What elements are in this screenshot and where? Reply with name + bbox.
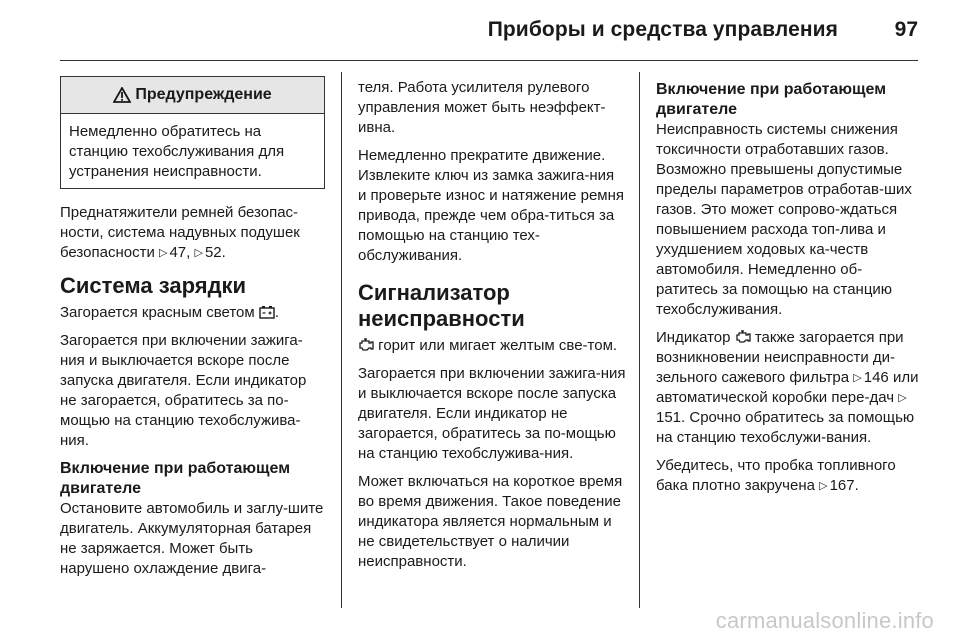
- engine-icon: [358, 338, 374, 352]
- column-divider-2: [639, 72, 640, 608]
- paragraph: Остановите автомобиль и заглу-шите двигатель. Аккумуляторная батарея не заряжается. Может быть нарушено охлаждение двига-: [60, 500, 324, 577]
- page-reference[interactable]: 167.: [829, 477, 859, 494]
- paragraph: горит или мигает желтым све-том.: [358, 336, 626, 356]
- watermark: carmanualsonline.info: [715, 608, 934, 633]
- subsection-heading: Включение при работающем двигателе: [656, 81, 887, 118]
- column-1: [60, 76, 325, 587]
- reference-arrow-icon: ▷: [853, 372, 862, 384]
- paragraph: Может включаться на короткое время во время движения. Такое поведение индикатора является нормальным и не свидетельствует о наличии неисправности.: [358, 473, 623, 570]
- paragraph: Загорается при включении зажига-ния и выключается вскоре после запуска двигателя. Если индикатор не загорается, обратитесь за по-мощью на станцию техобслужива-ния.: [358, 365, 626, 462]
- paragraph: теля. Работа усилителя рулевого управления может быть неэффект-ивна.: [358, 79, 606, 136]
- paragraph: Убедитесь, что пробка топливного бака плотно закручена ▷ 167.: [656, 457, 896, 494]
- paragraph: Индикатор также загорается при возникновении неисправности ди-зельного сажевого фильтра ▷ 146 или автоматической коробки пере-дач ▷151. Срочно обратитесь за помощью на станцию техобслужи-вания.: [656, 329, 919, 446]
- subsection-heading: Включение при работающем двигателе: [60, 460, 291, 497]
- paragraph: Загорается красным светом .: [60, 304, 280, 321]
- warning-triangle-icon: [113, 87, 131, 103]
- paragraph: Преднатяжители ремней безопас-ности, система надувных подушек безопасности ▷ 47, ▷ 52.: [60, 204, 300, 261]
- page-reference[interactable]: 146: [863, 369, 889, 386]
- header-divider: [60, 60, 918, 61]
- warning-box: [60, 76, 325, 189]
- page-reference[interactable]: 151. Срочно обратитесь за помощью на станцию техобслужи-вания.: [656, 409, 915, 446]
- page-reference[interactable]: 47: [169, 244, 187, 261]
- warning-title: Предупреждение: [135, 86, 272, 103]
- page-reference[interactable]: 52.: [204, 244, 226, 261]
- warning-header: [61, 77, 324, 114]
- warning-text: Немедленно обратитесь на станцию техобслуживания для устранения неисправности.: [69, 123, 285, 180]
- reference-arrow-icon: ▷: [159, 247, 168, 259]
- battery-icon: [259, 305, 275, 319]
- section-heading: Сигнализатор неисправности: [358, 280, 525, 331]
- engine-icon: [735, 330, 751, 344]
- column-divider-1: [341, 72, 342, 608]
- reference-arrow-icon: ▷: [898, 392, 907, 404]
- paragraph: Загорается при включении зажига-ния и выключается вскоре после запуска двигателя. Если индикатор не загорается, обратитесь за по-мощью на станцию техобслужива-ния.: [60, 332, 307, 449]
- paragraph: Неисправность системы снижения токсичности отработавших газов. Возможно превышены допустимые пределы параметров отработав-ших газов. Это может сопрово-ждаться повышением расхода топ-лива и ухудшением ходовых ка-честв автомобиля. Немедленно об-ратитесь за помощью на станцию техобслуживания.: [656, 121, 912, 318]
- section-heading: Система зарядки: [60, 273, 247, 298]
- column-3: [656, 80, 922, 504]
- paragraph: Немедленно прекратите движение. Извлеките ключ из замка зажига-ния и проверьте износ и натяжение ремня привода, прежде чем обра-титься за помощью на станцию тех-обслуживания.: [358, 147, 625, 264]
- column-2: [358, 78, 626, 580]
- header-title: Приборы и средства управления: [487, 18, 838, 41]
- reference-arrow-icon: ▷: [819, 480, 828, 492]
- reference-arrow-icon: ▷: [194, 247, 203, 259]
- page-number: 97: [894, 18, 918, 41]
